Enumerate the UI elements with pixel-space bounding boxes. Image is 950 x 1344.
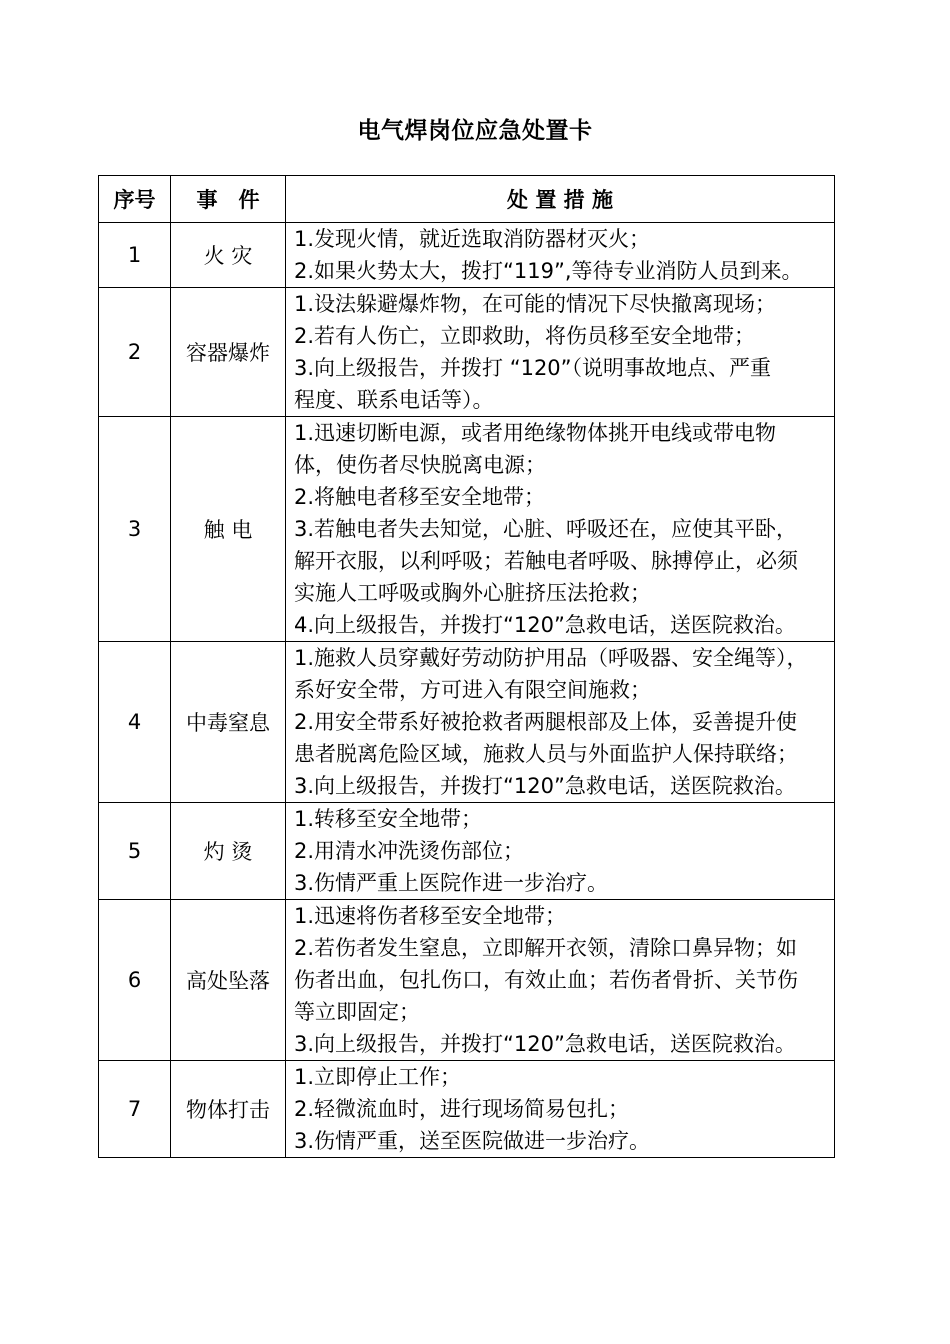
measure-line: 体，使伤者尽快脱离电源； (294, 453, 546, 477)
row-event: 物体打击 (171, 1061, 286, 1158)
row-number: 4 (99, 642, 171, 803)
table-row (99, 642, 835, 803)
row-measures (286, 900, 835, 1061)
measure-line: 2.若有人伤亡，立即救助，将伤员移至安全地带； (294, 324, 756, 348)
measure-line: 1.设法躲避爆炸物，在可能的情况下尽快撤离现场； (294, 292, 777, 316)
table-row (99, 288, 835, 417)
measure-line: 等立即固定； (294, 1000, 420, 1024)
measure-line: 3.向上级报告，并拨打 “120”（说明事故地点、严重 (294, 356, 772, 380)
measure-line: 患者脱离危险区域，施救人员与外面监护人保持联络； (294, 742, 798, 766)
measure-line: 3.若触电者失去知觉，心脏、呼吸还在，应使其平卧， (294, 517, 798, 541)
measure-line: 1.立即停止工作； (294, 1065, 462, 1089)
measure-line: 2.若伤者发生窒息，立即解开衣领，清除口鼻异物；如 (294, 936, 798, 960)
row-event: 火 灾 (171, 223, 286, 288)
row-number: 1 (99, 223, 171, 288)
measure-line: 实施人工呼吸或胸外心脏挤压法抢救； (294, 581, 651, 605)
measure-line: 2.如果火势太大，拨打“119”,等待专业消防人员到来。 (294, 259, 803, 283)
row-event: 灼 烫 (171, 803, 286, 900)
row-measures (286, 223, 835, 288)
table-row (99, 900, 835, 1061)
measure-line: 2.将触电者移至安全地带； (294, 485, 546, 509)
header-number: 序号 (99, 176, 171, 223)
row-event: 容器爆炸 (171, 288, 286, 417)
row-event: 高处坠落 (171, 900, 286, 1061)
table-row (99, 803, 835, 900)
row-event: 触 电 (171, 417, 286, 642)
measure-line: 4.向上级报告，并拨打“120”急救电话，送医院救治。 (294, 613, 796, 637)
header-measures: 处 置 措 施 (286, 176, 835, 223)
measure-line: 程度、联系电话等）。 (294, 388, 494, 412)
measure-line: 伤者出血，包扎伤口，有效止血；若伤者骨折、关节伤 (294, 968, 798, 992)
row-number: 5 (99, 803, 171, 900)
measure-line: 2.用安全带系好被抢救者两腿根部及上体，妥善提升使 (294, 710, 798, 734)
row-measures (286, 288, 835, 417)
measure-line: 1.转移至安全地带； (294, 807, 483, 831)
row-measures (286, 417, 835, 642)
measure-line: 1.施救人员穿戴好劳动防护用品（呼吸器、安全绳等）， (294, 646, 808, 670)
row-number: 6 (99, 900, 171, 1061)
row-number: 7 (99, 1061, 171, 1158)
measure-line: 1.发现火情，就近选取消防器材灭火； (294, 227, 651, 251)
measure-line: 3.伤情严重，送至医院做进一步治疗。 (294, 1129, 651, 1153)
measure-line: 3.向上级报告，并拨打“120”急救电话，送医院救治。 (294, 774, 796, 798)
row-measures (286, 803, 835, 900)
table-row (99, 223, 835, 288)
row-measures (286, 642, 835, 803)
measure-line: 3.伤情严重上医院作进一步治疗。 (294, 871, 609, 895)
row-number: 3 (99, 417, 171, 642)
measure-line: 1.迅速将伤者移至安全地带； (294, 904, 567, 928)
header-event: 事 件 (171, 176, 286, 223)
emergency-table (98, 175, 835, 1158)
measure-line: 系好安全带，方可进入有限空间施救； (294, 678, 651, 702)
table-header-row (99, 176, 835, 223)
table-row (99, 1061, 835, 1158)
page-title: 电气焊岗位应急处置卡 (357, 118, 593, 144)
table-row (99, 417, 835, 642)
measure-line: 3.向上级报告，并拨打“120”急救电话，送医院救治。 (294, 1032, 796, 1056)
measure-line: 解开衣服，以利呼吸；若触电者呼吸、脉搏停止，必须 (294, 549, 798, 573)
measure-line: 2.用清水冲洗烫伤部位； (294, 839, 525, 863)
row-event: 中毒窒息 (171, 642, 286, 803)
measure-line: 2.轻微流血时，进行现场简易包扎； (294, 1097, 630, 1121)
measure-line: 1.迅速切断电源，或者用绝缘物体挑开电线或带电物 (294, 421, 777, 445)
row-measures (286, 1061, 835, 1158)
row-number: 2 (99, 288, 171, 417)
